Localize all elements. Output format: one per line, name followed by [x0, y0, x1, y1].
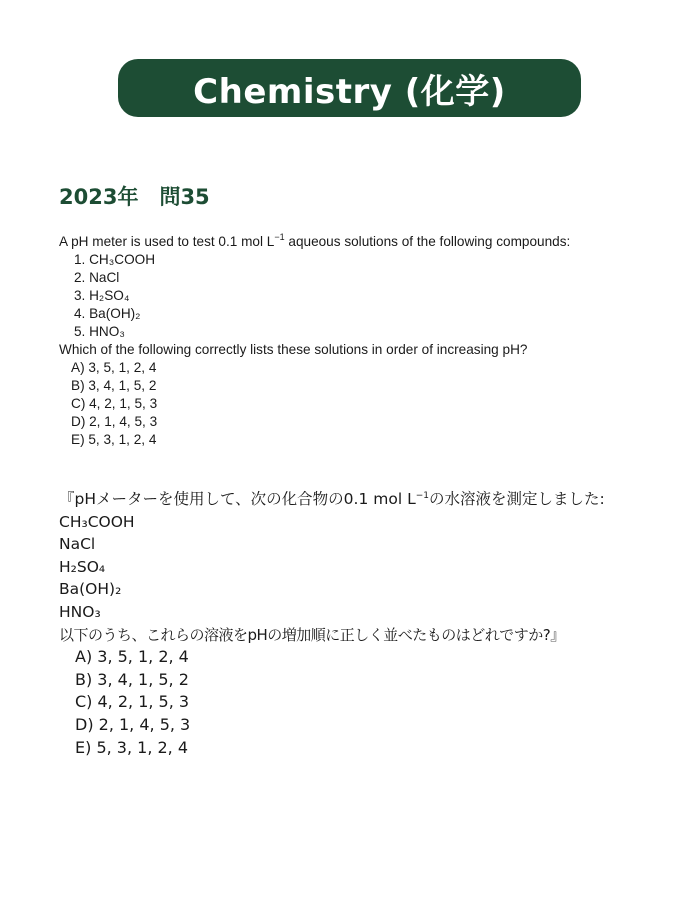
title-banner [118, 59, 581, 117]
banner-title: Chemistry (化学) [193, 71, 506, 112]
english-intro [59, 228, 689, 251]
japanese-option: A) 3, 5, 1, 2, 4 [75, 647, 189, 667]
english-compound-item: 3. H₂SO₄ [74, 288, 130, 303]
english-compound-item: 4. Ba(OH)₂ [74, 306, 141, 321]
question-header: 2023年 問35 [59, 185, 210, 209]
japanese-intro-text: 『pHメーターを使用して、次の化合物の0.1 mol L [59, 490, 416, 508]
english-option: C) 4, 2, 1, 5, 3 [71, 396, 158, 411]
english-compound-item: 5. HNO₃ [74, 324, 125, 339]
english-intro-superscript: −1 [274, 232, 285, 242]
english-option: E) 5, 3, 1, 2, 4 [71, 432, 157, 447]
english-option: D) 2, 1, 4, 5, 3 [71, 414, 158, 429]
japanese-question-text: 以下のうち、これらの溶液をpHの増加順に正しく並べたものはどれですか?』 [59, 625, 565, 644]
japanese-option: B) 3, 4, 1, 5, 2 [75, 669, 189, 689]
english-question-text: Which of the following correctly lists these solutions in order of increasing pH? [59, 342, 528, 357]
japanese-question-block [59, 485, 689, 759]
japanese-option: D) 2, 1, 4, 5, 3 [75, 714, 191, 734]
english-intro-text: A pH meter is used to test 0.1 mol L [59, 234, 275, 249]
japanese-option: E) 5, 3, 1, 2, 4 [75, 737, 189, 757]
english-compound-item: 1. CH₃COOH [74, 252, 156, 267]
japanese-compound-item: H₂SO₄ [59, 557, 106, 576]
japanese-compound-item: CH₃COOH [59, 512, 135, 531]
japanese-intro-text-end: の水溶液を測定しました: [429, 490, 605, 508]
japanese-option: C) 4, 2, 1, 5, 3 [75, 692, 190, 712]
japanese-compound-item: Ba(OH)₂ [59, 580, 122, 599]
japanese-compound-item: NaCl [59, 535, 96, 554]
japanese-intro [59, 485, 689, 511]
english-option: A) 3, 5, 1, 2, 4 [71, 360, 157, 375]
english-intro-text-end: aqueous solutions of the following compounds: [284, 234, 571, 249]
english-option: B) 3, 4, 1, 5, 2 [71, 378, 157, 393]
english-question-block [59, 228, 689, 449]
japanese-intro-superscript: −1 [415, 491, 429, 501]
japanese-compound-item: HNO₃ [59, 602, 101, 621]
english-compound-item: 2. NaCl [74, 270, 120, 285]
